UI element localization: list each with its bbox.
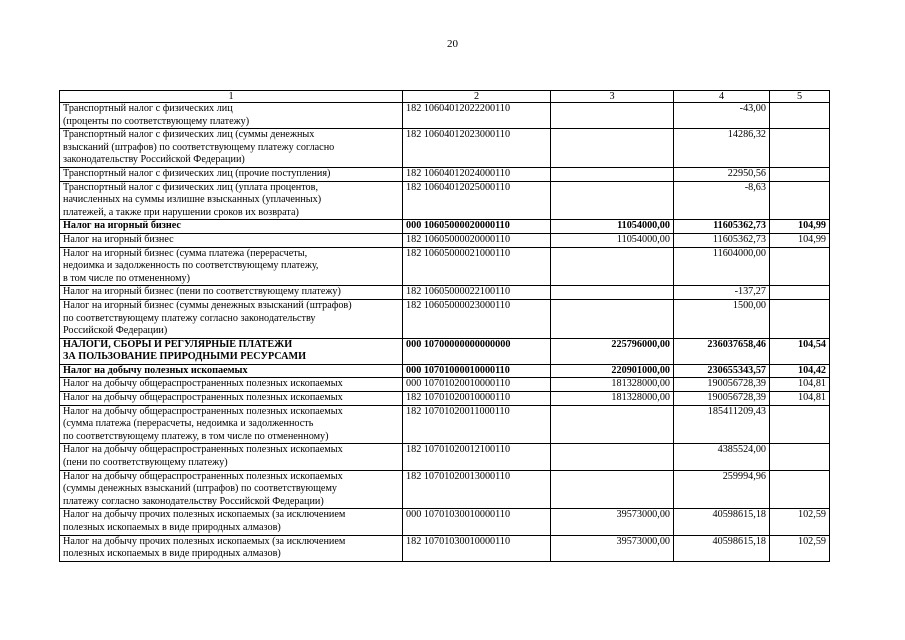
actual-amount-cell: 190056728,39	[674, 392, 770, 406]
percent-cell	[770, 286, 830, 300]
budget-code-cell: 182 10701030010000110	[403, 535, 551, 561]
row-name-line: Транспортный налог с физических лиц (прочие поступления)	[63, 167, 331, 179]
budget-code-cell: 000 10700000000000000	[403, 338, 551, 364]
table-row	[60, 509, 830, 535]
table-row	[60, 233, 830, 247]
budget-code-cell: 182 10604012025000110	[403, 181, 551, 220]
row-name-line: платежей, а также при нарушении сроков их возврата)	[63, 206, 299, 218]
budget-code-cell: 182 10701020010000110	[403, 392, 551, 406]
row-name-cell	[60, 470, 403, 509]
row-name-line: НАЛОГИ, СБОРЫ И РЕГУЛЯРНЫЕ ПЛАТЕЖИ	[63, 338, 293, 350]
budget-code-cell: 182 10605000023000110	[403, 299, 551, 338]
table-row	[60, 364, 830, 378]
row-name-cell	[60, 392, 403, 406]
row-name-cell	[60, 286, 403, 300]
column-header: 4	[674, 91, 770, 103]
percent-cell	[770, 470, 830, 509]
row-name-cell	[60, 378, 403, 392]
table-row	[60, 444, 830, 470]
percent-cell: 104,81	[770, 392, 830, 406]
table-row	[60, 286, 830, 300]
row-name-line: Налог на добычу общераспространенных полезных ископаемых	[63, 405, 343, 417]
budget-code-cell: 000 10701000010000110	[403, 364, 551, 378]
row-name-line: Транспортный налог с физических лиц	[63, 103, 233, 114]
row-name-line: Налог на игорный бизнес	[63, 220, 181, 232]
actual-amount-cell: 11604000,00	[674, 247, 770, 286]
table-row	[60, 181, 830, 220]
row-name-line: недоимка и задолженность по соответствующему платежу,	[63, 260, 319, 272]
actual-amount-cell: 4385524,00	[674, 444, 770, 470]
row-name-line: Налог на добычу полезных ископаемых	[63, 364, 248, 376]
table-row	[60, 220, 830, 234]
row-name-cell	[60, 103, 403, 129]
row-name-line: полезных ископаемых в виде природных алмазов)	[63, 522, 281, 533]
row-name-line: Налог на игорный бизнес	[63, 233, 174, 245]
table-row	[60, 535, 830, 561]
budget-code-cell: 182 10701020013000110	[403, 470, 551, 509]
row-name-line: по соответствующему платежу, в том числе по отмененному)	[63, 430, 329, 442]
row-name-line: в том числе по отмененному)	[63, 272, 190, 284]
row-name-line: Налог на добычу прочих полезных ископаемых (за исключением	[63, 509, 346, 521]
plan-amount-cell: 181328000,00	[551, 392, 674, 406]
plan-amount-cell	[551, 405, 674, 444]
row-name-line: по соответствующему платежу согласно законодательству	[63, 312, 316, 324]
row-name-line: полезных ископаемых в виде природных алмазов)	[63, 548, 281, 560]
actual-amount-cell: 190056728,39	[674, 378, 770, 392]
row-name-cell	[60, 247, 403, 286]
percent-cell: 104,99	[770, 220, 830, 234]
row-name-line: платежу согласно законодательству Российской Федерации)	[63, 495, 324, 507]
row-name-line: начисленных на суммы излишне взысканных (уплаченных)	[63, 194, 322, 206]
plan-amount-cell: 39573000,00	[551, 535, 674, 561]
table-row	[60, 299, 830, 338]
table-row	[60, 338, 830, 364]
percent-cell	[770, 129, 830, 168]
actual-amount-cell: 236037658,46	[674, 338, 770, 364]
row-name-line: Транспортный налог с физических лиц (уплата процентов,	[63, 181, 318, 193]
actual-amount-cell: 11605362,73	[674, 233, 770, 247]
percent-cell: 104,99	[770, 233, 830, 247]
percent-cell: 102,59	[770, 509, 830, 535]
row-name-line: взысканий (штрафов) по соответствующему платежу согласно	[63, 141, 335, 153]
column-header: 3	[551, 91, 674, 103]
revenue-table	[59, 90, 830, 562]
actual-amount-cell: 40598615,18	[674, 535, 770, 561]
row-name-line: Российской Федерации)	[63, 325, 168, 337]
table-row	[60, 247, 830, 286]
actual-amount-cell: 1500,00	[674, 299, 770, 338]
row-name-line: Налог на игорный бизнес (суммы денежных взысканий (штрафов)	[63, 299, 352, 311]
actual-amount-cell: -8,63	[674, 181, 770, 220]
row-name-cell	[60, 364, 403, 378]
table-row	[60, 392, 830, 406]
actual-amount-cell: 22950,56	[674, 167, 770, 181]
row-name-cell	[60, 444, 403, 470]
row-name-line: Налог на добычу прочих полезных ископаемых (за исключением	[63, 535, 346, 547]
row-name-line: Налог на игорный бизнес (сумма платежа (перерасчеты,	[63, 247, 308, 259]
row-name-line: законодательству Российской Федерации)	[63, 154, 245, 166]
budget-code-cell: 182 10604012024000110	[403, 167, 551, 181]
plan-amount-cell	[551, 444, 674, 470]
column-number-row	[60, 91, 830, 103]
row-name-cell	[60, 509, 403, 535]
table-row	[60, 405, 830, 444]
plan-amount-cell: 11054000,00	[551, 233, 674, 247]
row-name-cell	[60, 167, 403, 181]
percent-cell	[770, 247, 830, 286]
row-name-line: (пени по соответствующему платежу)	[63, 457, 228, 469]
row-name-cell	[60, 535, 403, 561]
percent-cell	[770, 103, 830, 129]
column-header: 5	[770, 91, 830, 103]
budget-code-cell: 182 10605000020000110	[403, 233, 551, 247]
row-name-line: Налог на добычу общераспространенных полезных ископаемых	[63, 444, 343, 456]
plan-amount-cell	[551, 181, 674, 220]
budget-code-cell: 000 10701020010000110	[403, 378, 551, 392]
budget-code-cell: 000 10701030010000110	[403, 509, 551, 535]
row-name-line: Налог на игорный бизнес (пени по соответствующему платежу)	[63, 286, 341, 298]
plan-amount-cell: 220901000,00	[551, 364, 674, 378]
row-name-line: Налог на добычу общераспространенных полезных ископаемых	[63, 470, 343, 482]
row-name-cell	[60, 405, 403, 444]
page-number: 20	[447, 38, 458, 50]
actual-amount-cell: 14286,32	[674, 129, 770, 168]
row-name-cell	[60, 181, 403, 220]
row-name-cell	[60, 129, 403, 168]
budget-code-cell: 000 10605000020000110	[403, 220, 551, 234]
percent-cell: 104,81	[770, 378, 830, 392]
row-name-line: (суммы денежных взысканий (штрафов) по соответствующему	[63, 483, 337, 495]
row-name-cell	[60, 338, 403, 364]
percent-cell	[770, 299, 830, 338]
plan-amount-cell	[551, 299, 674, 338]
row-name-line: Налог на добычу общераспространенных полезных ископаемых	[63, 378, 343, 390]
plan-amount-cell: 225796000,00	[551, 338, 674, 364]
budget-code-cell: 182 10605000021000110	[403, 247, 551, 286]
plan-amount-cell	[551, 286, 674, 300]
budget-code-cell: 182 10605000022100110	[403, 286, 551, 300]
actual-amount-cell: 259994,96	[674, 470, 770, 509]
plan-amount-cell	[551, 247, 674, 286]
plan-amount-cell: 11054000,00	[551, 220, 674, 234]
plan-amount-cell	[551, 103, 674, 129]
column-header: 1	[60, 91, 403, 103]
budget-code-cell: 182 10701020012100110	[403, 444, 551, 470]
plan-amount-cell	[551, 167, 674, 181]
plan-amount-cell: 181328000,00	[551, 378, 674, 392]
column-header: 2	[403, 91, 551, 103]
percent-cell	[770, 167, 830, 181]
budget-code-cell: 182 10701020011000110	[403, 405, 551, 444]
row-name-line: Транспортный налог с физических лиц (суммы денежных	[63, 129, 315, 141]
budget-code-cell: 182 10604012022200110	[403, 103, 551, 129]
actual-amount-cell: 11605362,73	[674, 220, 770, 234]
row-name-line: Налог на добычу общераспространенных полезных ископаемых	[63, 392, 343, 404]
budget-code-cell: 182 10604012023000110	[403, 129, 551, 168]
row-name-line: ЗА ПОЛЬЗОВАНИЕ ПРИРОДНЫМИ РЕСУРСАМИ	[63, 351, 307, 363]
percent-cell	[770, 181, 830, 220]
row-name-line: (сумма платежа (перерасчеты, недоимка и задолженность	[63, 418, 314, 430]
percent-cell	[770, 444, 830, 470]
plan-amount-cell	[551, 129, 674, 168]
plan-amount-cell	[551, 470, 674, 509]
plan-amount-cell: 39573000,00	[551, 509, 674, 535]
table-row	[60, 167, 830, 181]
table-row	[60, 129, 830, 168]
row-name-cell	[60, 299, 403, 338]
percent-cell	[770, 405, 830, 444]
actual-amount-cell: -137,27	[674, 286, 770, 300]
actual-amount-cell: 230655343,57	[674, 364, 770, 378]
row-name-cell	[60, 220, 403, 234]
percent-cell: 102,59	[770, 535, 830, 561]
actual-amount-cell: -43,00	[674, 103, 770, 129]
percent-cell: 104,42	[770, 364, 830, 378]
table-body	[60, 103, 830, 562]
actual-amount-cell: 40598615,18	[674, 509, 770, 535]
row-name-cell	[60, 233, 403, 247]
row-name-line: (проценты по соответствующему платежу)	[63, 115, 250, 127]
table-row	[60, 470, 830, 509]
table-row	[60, 378, 830, 392]
percent-cell: 104,54	[770, 338, 830, 364]
actual-amount-cell: 185411209,43	[674, 405, 770, 444]
table-row	[60, 103, 830, 129]
